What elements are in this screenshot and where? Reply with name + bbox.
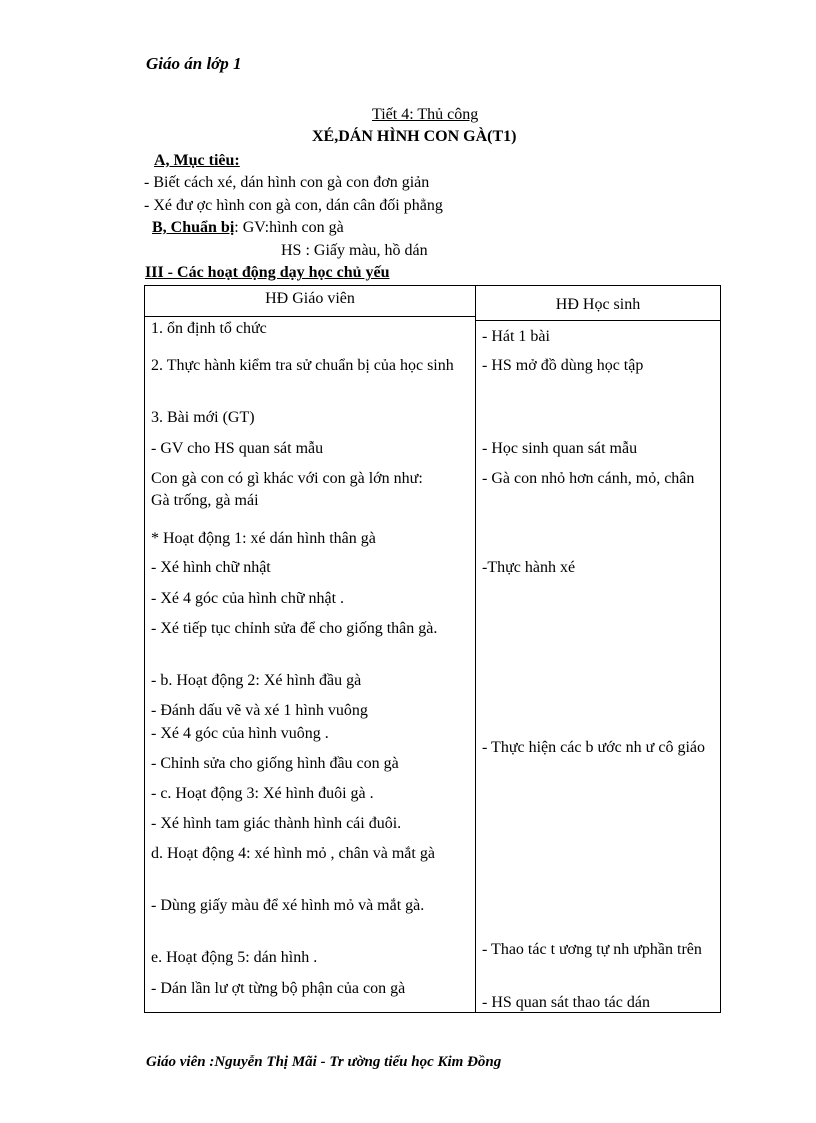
student-row: - Học sinh quan sát mẫu (482, 440, 638, 457)
teacher-column-header: HĐ Giáo viên (265, 290, 355, 307)
teacher-row: - Xé tiếp tục chỉnh sửa để cho giống thân gà. (151, 620, 438, 637)
student-row: - Thực hiện các b ước nh ư cô giáo (482, 739, 705, 756)
teacher-row: e. Hoạt động 5: dán hình . (151, 949, 318, 966)
teacher-row: d. Hoạt động 4: xé hình mỏ , chân và mắt gà (151, 845, 435, 862)
teacher-row: Con gà con có gì khác với con gà lớn như: Gà trống, gà mái (151, 470, 423, 509)
teacher-row: - Dán lần lư ợt từng bộ phận của con gà (151, 980, 406, 997)
teacher-row: - Đánh dấu vẽ và xé 1 hình vuông (151, 702, 368, 719)
activities-heading: III - Các hoạt động dạy học chủ yếu (145, 264, 390, 281)
student-row: -Thực hành xé (482, 559, 576, 576)
page-header: Giáo án lớp 1 (146, 54, 242, 73)
student-row: - Thao tác t ương tự nh ưphần trên (482, 941, 702, 958)
teacher-row: - Dùng giấy màu để xé hình mỏ và mắt gà. (151, 897, 425, 914)
objective-item: - Biết cách xé, dán hình con gà con đơn giản (144, 174, 430, 191)
teacher-row: 1. ổn định tổ chức (151, 320, 267, 337)
teacher-row: - Xé hình tam giác thành hình cái đuôi. (151, 815, 402, 832)
teacher-row: - b. Hoạt động 2: Xé hình đầu gà (151, 672, 362, 689)
teacher-row: - GV cho HS quan sát mẫu (151, 440, 324, 457)
student-row: - Gà con nhỏ hơn cánh, mỏ, chân (482, 470, 695, 487)
teacher-row: - Xé hình chữ nhật (151, 559, 271, 576)
activities-table (144, 285, 721, 1013)
header-divider (145, 316, 475, 317)
student-row: - Hát 1 bài (482, 328, 550, 345)
lesson-title: XÉ,DÁN HÌNH CON GÀ(T1) (312, 128, 517, 145)
page-footer: Giáo viên :Nguyễn Thị Mãi - Tr ường tiểu học Kim Đồng (146, 1054, 502, 1070)
teacher-row: * Hoạt động 1: xé dán hình thân gà (151, 530, 376, 547)
preparation-row (152, 219, 344, 237)
student-row: - HS quan sát thao tác dán (482, 994, 650, 1011)
teacher-row: 2. Thực hành kiểm tra sử chuẩn bị của học sinh (151, 357, 454, 374)
preparation-student: HS : Giấy màu, hồ dán (281, 242, 428, 259)
teacher-row: - Xé 4 góc của hình chữ nhật . (151, 590, 345, 607)
objectives-heading: A, Mục tiêu: (154, 152, 240, 169)
objective-item: - Xé đư ợc hình con gà con, dán cân đối phẳng (144, 197, 443, 214)
column-divider (475, 286, 476, 1012)
teacher-row: - Chỉnh sửa cho giống hình đầu con gà (151, 755, 399, 772)
preparation-teacher: : GV:hình con gà (234, 219, 344, 236)
lesson-number: Tiết 4: Thủ công (372, 106, 479, 123)
teacher-row: - c. Hoạt động 3: Xé hình đuôi gà . (151, 785, 374, 802)
header-divider (475, 320, 720, 321)
teacher-row: 3. Bài mới (GT) (151, 409, 255, 426)
student-row: - HS mở đồ dùng học tập (482, 357, 644, 374)
teacher-row: - Xé 4 góc của hình vuông . (151, 725, 329, 742)
student-column-header: HĐ Học sinh (555, 296, 641, 313)
preparation-heading: B, Chuẩn bị (152, 219, 235, 236)
